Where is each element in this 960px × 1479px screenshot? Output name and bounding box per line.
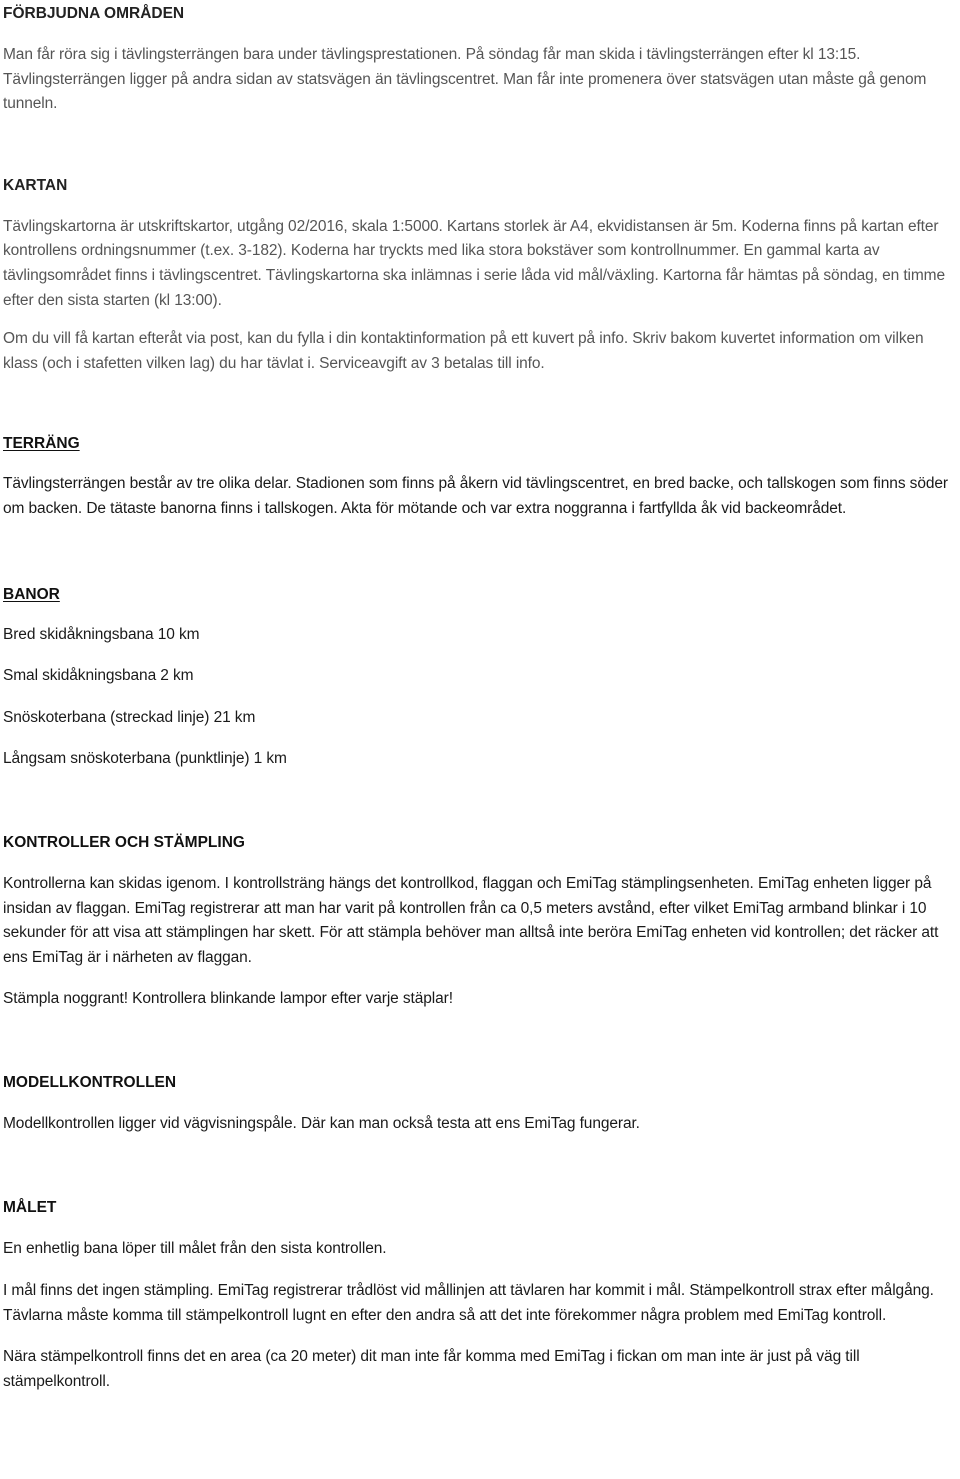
paragraph-map-1: Tävlingskartorna är utskriftskartor, utgång 02/2016, skala 1:5000. Kartans storlek är A4, ekvidistansen är 5m. Koderna finns på kartan efter kontrollens ordningsnummer (t.ex. 3-182). Koderna har tryckts med lika stora bokstäver som kontrollnummer. En gammal karta av tävlingsområdet finns i tävlingscentret. Tävlingskartorna ska inlämnas i serie låda vid mål/växling. Kartorna får hämtas på söndag, en timme efter den sista starten (kl 13:00). <box>3 217 946 309</box>
heading-map: KARTAN <box>3 176 68 194</box>
track-item: Långsam snöskoterbana (punktlinje) 1 km <box>3 750 287 768</box>
heading-controls: KONTROLLER OCH STÄMPLING <box>3 833 245 851</box>
heading-model-control: MODELLKONTROLLEN <box>3 1073 177 1091</box>
document-page <box>3 0 958 1394</box>
paragraph-map-2: Om du vill få kartan efteråt via post, kan du fylla i din kontaktinformation på ett kuvert på info. Skriv bakom kuvertet information om vilken klass (och i stafetten vilken lag) du har tävlat i. Serviceavgift av 3 betalas till info. <box>3 330 924 372</box>
heading-tracks: BANOR <box>3 585 60 603</box>
paragraph-terrain-1: Tävlingsterrängen består av tre olika delar. Stadionen som finns på åkern vid tävlingscentret, en bred backe, och tallskogen som finns söder om backen. De tätaste banorna finns i tallskogen. Akta för mötande och var extra noggranna i fartfyllda åk vid backeområdet. <box>3 475 948 517</box>
paragraph-forbidden-1: Man får röra sig i tävlingsterrängen bara under tävlingsprestationen. På söndag får man skida i tävlingsterrängen efter kl 13:15. Tävlingsterrängen ligger på andra sidan av statsvägen än tävlingscentret. Man får inte promenera över statsvägen utan måste gå genom tunneln. <box>3 46 927 113</box>
heading-terrain: TERRÄNG <box>3 435 80 453</box>
section-finish <box>3 1197 958 1394</box>
heading-finish: MÅLET <box>3 1199 57 1217</box>
paragraph-finish-1: En enhetlig bana löper till målet från den sista kontrollen. <box>3 1240 387 1258</box>
section-controls <box>3 832 958 1012</box>
section-model-control <box>3 1072 958 1137</box>
paragraph-finish-3: Nära stämpelkontroll finns det en area (ca 20 meter) dit man inte får komma med EmiTag i fickan om man inte är just på väg till stämpelkontroll. <box>3 1348 860 1390</box>
section-tracks <box>3 584 958 772</box>
section-terrain <box>3 433 958 521</box>
section-forbidden-areas <box>3 0 958 117</box>
paragraph-controls-1: Kontrollerna kan skidas igenom. I kontrollsträng hängs det kontrollkod, flaggan och EmiTag stämplingsenheten. EmiTag enheten ligger på insidan av flaggan. EmiTag registrerar att man har varit på kontrollen från ca 0,5 meters avstånd, efter vilket EmiTag armband blinkar i 10 sekunder för att visa att stämplingen har skett. För att stämpla behöver man alltså inte beröra EmiTag enheten vid kontrollen; det räcker att ens EmiTag är i närheten av flaggan. <box>3 874 939 966</box>
paragraph-finish-2: I mål finns det ingen stämpling. EmiTag registrerar trådlöst vid mållinjen att tävlaren har kommit i mål. Stämpelkontroll strax efter målgång. Tävlarna måste komma till stämpelkontroll lugnt en efter den andra så att det inte förekommer några problem med EmiTag kontroll. <box>3 1282 934 1324</box>
paragraph-model-1: Modellkontrollen ligger vid vägvisningspåle. Där kan man också testa att ens EmiTag fungerar. <box>3 1114 640 1132</box>
paragraph-controls-2: Stämpla noggrant! Kontrollera blinkande lampor efter varje stäplar! <box>3 990 453 1008</box>
track-item: Snöskoterbana (streckad linje) 21 km <box>3 708 256 726</box>
track-item: Bred skidåkningsbana 10 km <box>3 625 200 643</box>
track-item: Smal skidåkningsbana 2 km <box>3 667 194 685</box>
section-map <box>3 175 958 377</box>
heading-forbidden-areas: FÖRBJUDNA OMRÅDEN <box>3 5 185 22</box>
